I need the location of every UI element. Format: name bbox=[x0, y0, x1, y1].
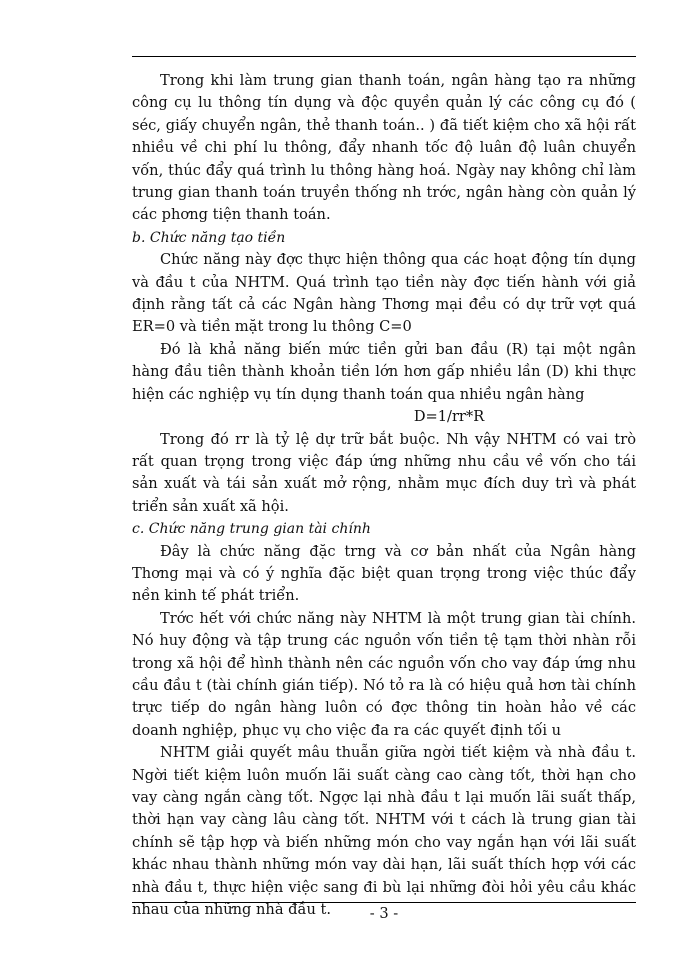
paragraph: Đây là chức năng đặc trng và cơ bản nhất của Ngân hàng Thơng mại và có ý nghĩa đặc biệt quan trọng trong việc thúc đẩy nền kinh tế phát triển. bbox=[132, 542, 636, 605]
paragraph: Trong đó rr là tỷ lệ dự trữ bắt buộc. Nh vậy NHTM có vai trò rất quan trọng trong việc đáp ứng những nhu cầu về vốn cho tái sản xuất và tái sản xuất mở rộng, nhằm mục đích duy trì và phát triển sản xuất xã hội. bbox=[132, 430, 636, 515]
paragraph: Trớc hết với chức năng này NHTM là một trung gian tài chính. Nó huy động và tập trung các nguồn vốn tiền tệ tạm thời nhàn rỗi trong xã hội để hình thành nên các nguồn vốn cho vay đáp ứng nhu cầu đầu t (tài chính gián tiếp). Nó tỏ ra là có hiệu quả hơn tài chính trực tiếp do ngân hàng luôn có đợc thông tin hoàn hảo về các doanh nghiệp, phục vụ cho việc đa ra các quyết định tối u bbox=[132, 609, 636, 739]
section-heading-b: b. Chức năng tạo tiền bbox=[132, 229, 286, 246]
paragraph: Chức năng này đợc thực hiện thông qua các hoạt động tín dụng và đầu t của NHTM. Quá trình tạo tiền này đợc tiến hành với giả định rằng tất cả các Ngân hàng Thơng mại đều có dự trữ vợt quá ER=0 và tiền mặt trong lu thông C=0 bbox=[132, 251, 636, 336]
formula: D=1/rr*R bbox=[413, 408, 485, 426]
page-number: - 3 - bbox=[369, 905, 399, 922]
section-heading-c: c. Chức năng trung gian tài chính bbox=[132, 521, 371, 538]
page-body bbox=[132, 70, 636, 921]
header-rule bbox=[132, 56, 636, 57]
paragraph: NHTM giải quyết mâu thuẫn giữa ngời tiết kiệm và nhà đầu t. Ngời tiết kiệm luôn muốn lãi suất càng cao càng tốt, thời hạn cho vay càng ngắn càng tốt. Ngợc lại nhà đầu t lại muốn lãi suất thấp, thời hạn vay càng lâu càng tốt. NHTM với t cách là trung gian tài chính sẽ tập hợp và biến những món cho vay ngắn hạn với lãi suất khác nhau thành những món vay dài hạn, lãi suất thích hợp với các nhà đầu t, thực hiện việc sang đi bù lại những đòi hỏi yêu cầu khác nhau của những nhà đầu t. bbox=[132, 744, 636, 919]
footer-rule bbox=[132, 902, 636, 903]
paragraph: Trong khi làm trung gian thanh toán, ngân hàng tạo ra những công cụ lu thông tín dụng và độc quyền quản lý các công cụ đó ( séc, giấy chuyển ngân, thẻ thanh toán.. ) đã tiết kiệm cho xã hội rất nhiều về chi phí lu thông, đẩy nhanh tốc độ luân độ luân chuyển vốn, thúc đẩy quá trình lu thông hàng hoá. Ngày nay không chỉ làm trung gian thanh toán truyền thống nh trớc, ngân hàng còn quản lý các phơng tiện thanh toán. bbox=[132, 72, 636, 224]
paragraph: Đó là khả năng biến mức tiền gửi ban đầu (R) tại một ngân hàng đầu tiên thành khoản tiền lớn hơn gấp nhiều lần (D) khi thực hiện các nghiệp vụ tín dụng thanh toán qua nhiều ngân hàng bbox=[132, 340, 636, 403]
